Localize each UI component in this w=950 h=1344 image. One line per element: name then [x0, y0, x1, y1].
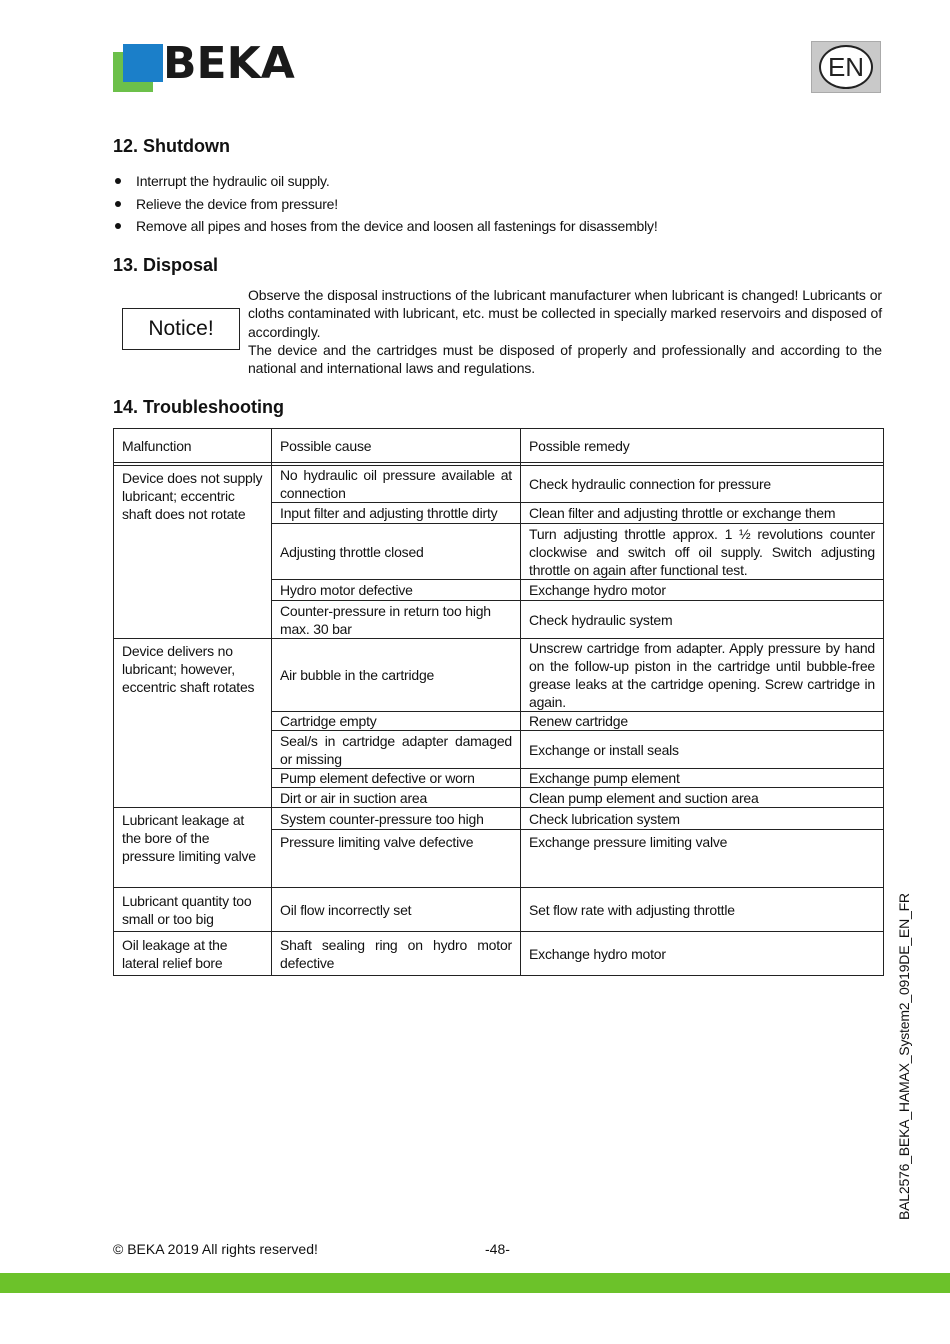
- malfunction-cell: Lubricant quantity too small or too big: [114, 888, 272, 932]
- cause-cell: Cartridge empty: [272, 712, 521, 731]
- cause-cell: Adjusting throttle closed: [272, 524, 521, 580]
- troubleshooting-heading: 14. Troubleshooting: [113, 397, 285, 417]
- column-header-remedy: Possible remedy: [521, 429, 884, 463]
- remedy-cell: Check hydraulic system: [521, 601, 884, 639]
- remedy-cell: Set flow rate with adjusting throttle: [521, 888, 884, 932]
- language-badge-label: EN: [819, 45, 873, 89]
- copyright-text: © BEKA 2019 All rights reserved!: [113, 1241, 318, 1257]
- cause-cell: Oil flow incorrectly set: [272, 888, 521, 932]
- cause-cell: Input filter and adjusting throttle dirty: [272, 503, 521, 524]
- cause-cell: Seal/s in cartridge adapter damaged or missing: [272, 731, 521, 769]
- remedy-cell: Exchange or install seals: [521, 731, 884, 769]
- malfunction-cell: Oil leakage at the lateral relief bore: [114, 932, 272, 976]
- shutdown-list: [113, 170, 873, 238]
- disposal-text: [248, 286, 882, 377]
- table-row: [114, 888, 884, 932]
- notice-box: Notice!: [122, 308, 240, 350]
- table-header-row: [114, 429, 884, 463]
- footer-color-bar: [0, 1273, 950, 1293]
- cause-cell: Hydro motor defective: [272, 580, 521, 601]
- remedy-cell: Renew cartridge: [521, 712, 884, 731]
- column-header-cause: Possible cause: [272, 429, 521, 463]
- document-code: BAL2576_BEKA_HAMAX_System2_0919DE_EN_FR: [896, 893, 912, 1220]
- troubleshooting-table: [113, 428, 884, 976]
- table-row: [114, 639, 884, 712]
- disposal-paragraph: The device and the cartridges must be disposed of properly and professionally and according to the national and international laws and regulations.: [248, 341, 882, 377]
- remedy-cell: Exchange pressure limiting valve: [521, 830, 884, 888]
- remedy-cell: Exchange hydro motor: [521, 932, 884, 976]
- logo-blue-square: [123, 44, 163, 82]
- page-number: -48-: [485, 1241, 510, 1257]
- malfunction-cell: Device delivers no lubricant; however, eccentric shaft rotates: [114, 639, 272, 808]
- shutdown-item: Remove all pipes and hoses from the device and loosen all fastenings for disassembly!: [113, 215, 873, 238]
- table-row: [114, 466, 884, 503]
- remedy-cell: Check hydraulic connection for pressure: [521, 466, 884, 503]
- cause-cell: Shaft sealing ring on hydro motor defective: [272, 932, 521, 976]
- beka-logo: [113, 40, 328, 96]
- cause-cell: Air bubble in the cartridge: [272, 639, 521, 712]
- column-header-malfunction: Malfunction: [114, 429, 272, 463]
- shutdown-item: Relieve the device from pressure!: [113, 193, 873, 216]
- remedy-cell: Exchange hydro motor: [521, 580, 884, 601]
- remedy-cell: Turn adjusting throttle approx. 1 ½ revolutions counter clockwise and switch off oil supply. Switch adjusting throttle on again after functional test.: [521, 524, 884, 580]
- disposal-paragraph: Observe the disposal instructions of the lubricant manufacturer when lubricant is changed! Lubricants or cloths contaminated with lubricant, etc. must be collected in specially marked reservoirs and disposed of accordingly.: [248, 287, 882, 340]
- cause-cell: Pressure limiting valve defective: [272, 830, 521, 888]
- malfunction-cell: Lubricant leakage at the bore of the pressure limiting valve: [114, 808, 272, 888]
- language-badge: [811, 41, 881, 93]
- table-row: [114, 808, 884, 830]
- logo-wordmark: BEKA: [163, 38, 295, 89]
- cause-cell: No hydraulic oil pressure available at connection: [272, 466, 521, 503]
- malfunction-cell: Device does not supply lubricant; eccentric shaft does not rotate: [114, 466, 272, 639]
- remedy-cell: Check lubrication system: [521, 808, 884, 830]
- table-row: [114, 932, 884, 976]
- disposal-heading: 13. Disposal: [113, 255, 219, 275]
- cause-cell: Pump element defective or worn: [272, 769, 521, 788]
- remedy-cell: Exchange pump element: [521, 769, 884, 788]
- shutdown-item: Interrupt the hydraulic oil supply.: [113, 170, 873, 193]
- cause-cell: Dirt or air in suction area: [272, 788, 521, 808]
- cause-cell: Counter-pressure in return too high max. 30 bar: [272, 601, 521, 639]
- remedy-cell: Unscrew cartridge from adapter. Apply pressure by hand on the follow-up piston in the cartridge until bubble-free grease leaks at the cartridge opening. Screw cartridge in again.: [521, 639, 884, 712]
- shutdown-heading: 12. Shutdown: [113, 136, 230, 156]
- remedy-cell: Clean pump element and suction area: [521, 788, 884, 808]
- remedy-cell: Clean filter and adjusting throttle or exchange them: [521, 503, 884, 524]
- cause-cell: System counter-pressure too high: [272, 808, 521, 830]
